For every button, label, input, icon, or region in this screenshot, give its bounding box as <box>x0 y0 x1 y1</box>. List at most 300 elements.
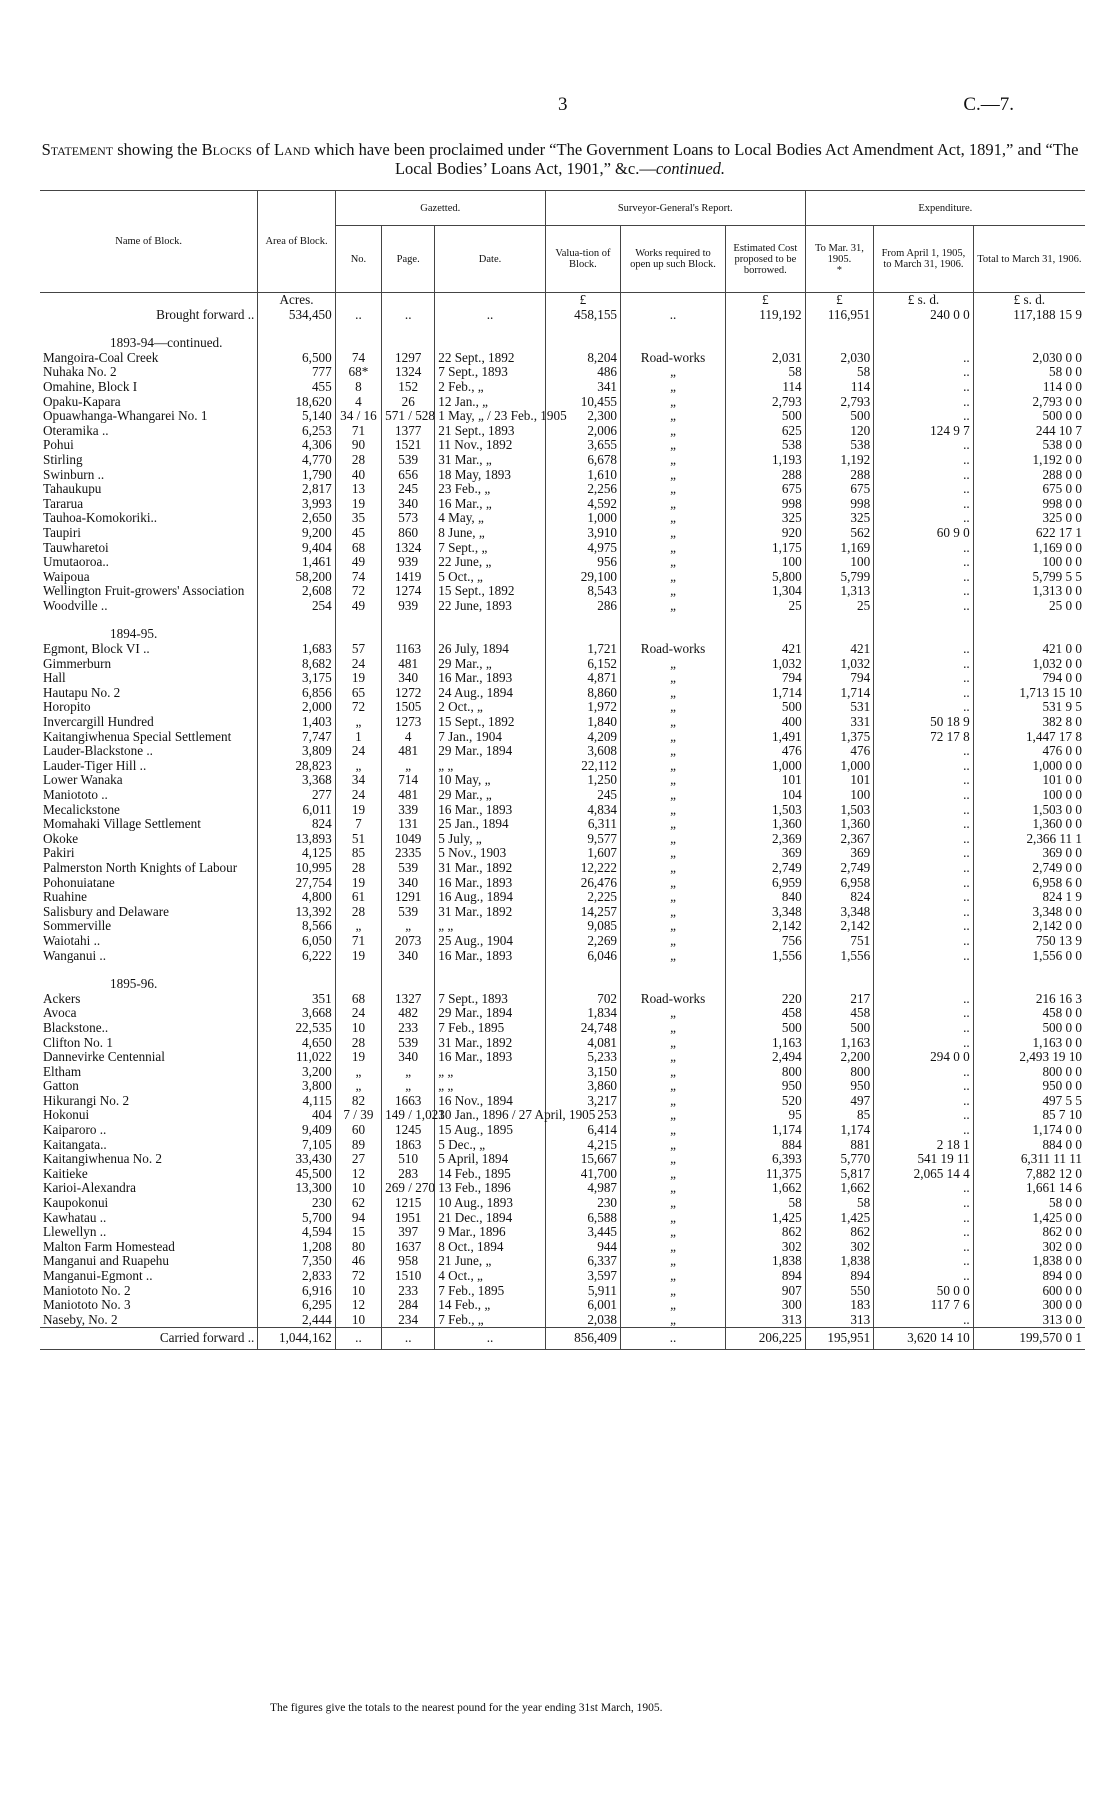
gazette-no: 34 / 16 <box>335 409 381 424</box>
total: 476 0 0 <box>973 744 1085 759</box>
estimated-cost: 458 <box>726 1006 806 1021</box>
estimated-cost: 101 <box>726 773 806 788</box>
title-text-1: showing the <box>113 140 202 159</box>
header-no: No. <box>335 226 381 293</box>
to-mar-1905: 950 <box>805 1079 874 1094</box>
to-mar-1905: 302 <box>805 1240 874 1255</box>
gazette-date: 8 Oct., 1894 <box>435 1240 546 1255</box>
from-april-1905: .. <box>874 934 974 949</box>
block-name: Hikurangi No. 2 <box>43 1092 130 1108</box>
valuation: 253 <box>545 1108 620 1123</box>
to-mar-1905: 100 <box>805 788 874 803</box>
table-row <box>40 497 1085 512</box>
gazette-date: 5 July, „ <box>435 832 546 847</box>
from-april-1905: .. <box>874 671 974 686</box>
block-name: Oteramika .. <box>43 422 109 438</box>
gazette-page: 510 <box>382 1152 435 1167</box>
table-row <box>40 541 1085 556</box>
area: 824 <box>258 817 335 832</box>
gazette-no: 7 / 39 <box>335 1108 381 1123</box>
works: „ <box>621 1152 726 1167</box>
to-mar-1905: 500 <box>805 1021 874 1036</box>
estimated-cost: 1,360 <box>726 817 806 832</box>
from-april-1905: .. <box>874 1094 974 1109</box>
table-row <box>40 919 1085 934</box>
block-name: Wellington Fruit-growers' Association <box>43 583 245 599</box>
from-april-1905: .. <box>874 992 974 1007</box>
works: „ <box>621 1269 726 1284</box>
area: 3,368 <box>258 773 335 788</box>
area: 13,392 <box>258 905 335 920</box>
block-name: Taupiri <box>43 524 81 540</box>
gazette-page: 539 <box>382 905 435 920</box>
valuation: 3,445 <box>545 1225 620 1240</box>
gazette-date: 7 Sept., 1893 <box>435 992 546 1007</box>
valuation: 3,597 <box>545 1269 620 1284</box>
valuation: 3,655 <box>545 438 620 453</box>
total: 600 0 0 <box>973 1284 1085 1299</box>
from-april-1905: .. <box>874 832 974 847</box>
from-april-1905: .. <box>874 1254 974 1269</box>
valuation: 8,204 <box>545 351 620 366</box>
table-row <box>40 876 1085 891</box>
gazette-no: 28 <box>335 905 381 920</box>
block-name: Horopito <box>43 699 91 715</box>
total: 1,360 0 0 <box>973 817 1085 832</box>
gazette-page: 1377 <box>382 424 435 439</box>
works: „ <box>621 715 726 730</box>
gazette-date: 18 May, 1893 <box>435 468 546 483</box>
from-april-1905: 2 18 1 <box>874 1138 974 1153</box>
estimated-cost: 2,749 <box>726 861 806 876</box>
valuation: 29,100 <box>545 570 620 585</box>
table-row <box>40 759 1085 774</box>
estimated-cost: 220 <box>726 992 806 1007</box>
estimated-cost: 1,838 <box>726 1254 806 1269</box>
area: 4,594 <box>258 1225 335 1240</box>
gazette-page: 482 <box>382 1006 435 1021</box>
gazette-date: 7 Feb., 1895 <box>435 1021 546 1036</box>
valuation: 230 <box>545 1196 620 1211</box>
gazette-page: 339 <box>382 803 435 818</box>
works: „ <box>621 1313 726 1328</box>
valuation: 2,256 <box>545 482 620 497</box>
from-april-1905: 541 19 11 <box>874 1152 974 1167</box>
gazette-date: 24 Aug., 1894 <box>435 686 546 701</box>
table-row <box>40 1167 1085 1182</box>
gazette-page: 539 <box>382 1036 435 1051</box>
block-name: Ruahine <box>43 889 87 905</box>
table-row <box>40 1181 1085 1196</box>
area: 455 <box>258 380 335 395</box>
total: 1,313 0 0 <box>973 584 1085 599</box>
area: 2,833 <box>258 1269 335 1284</box>
area: 7,350 <box>258 1254 335 1269</box>
table-row <box>40 511 1085 526</box>
block-name: Mecalickstone <box>43 801 120 817</box>
gazette-page: 1863 <box>382 1138 435 1153</box>
estimated-cost: 625 <box>726 424 806 439</box>
works: „ <box>621 1108 726 1123</box>
table-row <box>40 570 1085 585</box>
to-mar-1905: 3,348 <box>805 905 874 920</box>
valuation: 10,455 <box>545 395 620 410</box>
total: 794 0 0 <box>973 671 1085 686</box>
estimated-cost: 476 <box>726 744 806 759</box>
gazette-page: „ <box>382 1065 435 1080</box>
block-name: Maniototo .. <box>43 787 108 802</box>
gazette-date: 5 Nov., 1903 <box>435 846 546 861</box>
to-mar-1905: 1,313 <box>805 584 874 599</box>
gazette-no: 19 <box>335 876 381 891</box>
to-mar-1905: 100 <box>805 555 874 570</box>
works: „ <box>621 876 726 891</box>
gazette-no: 85 <box>335 846 381 861</box>
to-mar-1905: 331 <box>805 715 874 730</box>
valuation: 6,311 <box>545 817 620 832</box>
gazette-date: 15 Sept., 1892 <box>435 715 546 730</box>
gazette-page: 340 <box>382 1050 435 1065</box>
total: 1,838 0 0 <box>973 1254 1085 1269</box>
block-name: Clifton No. 1 <box>43 1034 113 1050</box>
valuation: 245 <box>545 788 620 803</box>
valuation: 341 <box>545 380 620 395</box>
valuation: 1,250 <box>545 773 620 788</box>
total: 6,311 11 11 <box>973 1152 1085 1167</box>
gazette-date: 13 Feb., 1896 <box>435 1181 546 1196</box>
gazette-date: 31 Mar., 1892 <box>435 861 546 876</box>
estimated-cost: 3,348 <box>726 905 806 920</box>
brought-forward-label: Brought forward .. <box>156 306 255 322</box>
carried-forward-to-mar: 195,951 <box>805 1328 874 1350</box>
works: „ <box>621 482 726 497</box>
area: 28,823 <box>258 759 335 774</box>
to-mar-1905: 1,032 <box>805 657 874 672</box>
works: „ <box>621 1196 726 1211</box>
valuation: 1,834 <box>545 1006 620 1021</box>
from-april-1905: .. <box>874 788 974 803</box>
works: „ <box>621 686 726 701</box>
block-name: Gimmerburn <box>43 655 112 671</box>
estimated-cost: 998 <box>726 497 806 512</box>
from-april-1905: .. <box>874 817 974 832</box>
from-april-1905: .. <box>874 365 974 380</box>
valuation: 956 <box>545 555 620 570</box>
to-mar-1905: 1,000 <box>805 759 874 774</box>
title-blocks: Blocks <box>201 140 252 159</box>
section-heading: 1894-95. <box>110 626 158 642</box>
estimated-cost: 2,369 <box>726 832 806 847</box>
gazette-date: 15 Aug., 1895 <box>435 1123 546 1138</box>
block-name: Blackstone.. <box>43 1019 109 1035</box>
valuation: 2,269 <box>545 934 620 949</box>
works: „ <box>621 846 726 861</box>
area: 6,050 <box>258 934 335 949</box>
block-name: Maniototo No. 2 <box>43 1282 131 1298</box>
area: 3,809 <box>258 744 335 759</box>
table-row <box>40 992 1085 1007</box>
area: 230 <box>258 1196 335 1211</box>
gazette-page: 1324 <box>382 365 435 380</box>
brought-forward-row <box>40 308 1085 323</box>
valuation: 6,152 <box>545 657 620 672</box>
gazette-date: 16 Mar., 1893 <box>435 803 546 818</box>
estimated-cost: 950 <box>726 1079 806 1094</box>
works: Road-works <box>621 351 726 366</box>
gazette-no: 19 <box>335 803 381 818</box>
block-name: Pohonuiatane <box>43 874 115 890</box>
to-mar-1905: 421 <box>805 642 874 657</box>
block-name: Kaitangiwhenua Special Settlement <box>43 728 232 744</box>
header-estimated-cost: Estimated Cost proposed to be borrowed. <box>726 226 806 293</box>
gazette-page: „ <box>382 919 435 934</box>
gazette-no: 65 <box>335 686 381 701</box>
gazette-page: 1324 <box>382 541 435 556</box>
total: 894 0 0 <box>973 1269 1085 1284</box>
header-page: Page. <box>382 226 435 293</box>
valuation: 6,337 <box>545 1254 620 1269</box>
area: 4,115 <box>258 1094 335 1109</box>
gazette-date: 7 Sept., 1893 <box>435 365 546 380</box>
works: „ <box>621 1050 726 1065</box>
from-april-1905: .. <box>874 1313 974 1328</box>
brought-forward-works: .. <box>621 308 726 323</box>
to-mar-1905: 25 <box>805 599 874 614</box>
block-name: Kaitieke <box>43 1165 88 1181</box>
to-mar-1905: 1,556 <box>805 949 874 964</box>
gazette-date: 9 Mar., 1896 <box>435 1225 546 1240</box>
table-footer <box>40 1328 1085 1350</box>
from-april-1905: .. <box>874 1021 974 1036</box>
from-april-1905: .. <box>874 351 974 366</box>
gazette-page: 1510 <box>382 1269 435 1284</box>
total: 25 0 0 <box>973 599 1085 614</box>
table-row <box>40 1036 1085 1051</box>
gazette-no: 72 <box>335 584 381 599</box>
total: 5,799 5 5 <box>973 570 1085 585</box>
gazette-date: 16 Mar., 1893 <box>435 671 546 686</box>
table-row <box>40 1021 1085 1036</box>
table-row <box>40 365 1085 380</box>
from-april-1905: .. <box>874 919 974 934</box>
works: „ <box>621 773 726 788</box>
total: 300 0 0 <box>973 1298 1085 1313</box>
gazette-date: 1 May, „ / 23 Feb., 1905 <box>435 409 546 424</box>
total: 1,174 0 0 <box>973 1123 1085 1138</box>
gazette-date: „ „ <box>435 1079 546 1094</box>
valuation: 5,233 <box>545 1050 620 1065</box>
area: 277 <box>258 788 335 803</box>
table-row <box>40 832 1085 847</box>
valuation: 12,222 <box>545 861 620 876</box>
from-april-1905: .. <box>874 773 974 788</box>
estimated-cost: 907 <box>726 1284 806 1299</box>
valuation: 6,588 <box>545 1211 620 1226</box>
works: „ <box>621 1079 726 1094</box>
works: „ <box>621 657 726 672</box>
table-row <box>40 1138 1085 1153</box>
to-mar-1905: 476 <box>805 744 874 759</box>
gazette-no: 34 <box>335 773 381 788</box>
area: 22,535 <box>258 1021 335 1036</box>
brought-forward-to-mar: 116,951 <box>805 308 874 323</box>
from-april-1905: 2,065 14 4 <box>874 1167 974 1182</box>
document-reference: C.—7. <box>963 94 1014 115</box>
to-mar-1905: 497 <box>805 1094 874 1109</box>
area: 3,800 <box>258 1079 335 1094</box>
works: „ <box>621 700 726 715</box>
from-april-1905: 72 17 8 <box>874 730 974 745</box>
total: 950 0 0 <box>973 1079 1085 1094</box>
gazette-no: 45 <box>335 526 381 541</box>
table-row <box>40 730 1085 745</box>
estimated-cost: 920 <box>726 526 806 541</box>
unit-area: Acres. <box>258 293 335 308</box>
works: „ <box>621 861 726 876</box>
carried-forward-name: Carried forward <box>159 1330 245 1346</box>
gazette-no: 68 <box>335 992 381 1007</box>
estimated-cost: 862 <box>726 1225 806 1240</box>
area: 404 <box>258 1108 335 1123</box>
block-name: Invercargill Hundred <box>43 714 154 730</box>
gazette-no: 72 <box>335 700 381 715</box>
table-row <box>40 599 1085 614</box>
gazette-page: 1505 <box>382 700 435 715</box>
gazette-no: 68 <box>335 541 381 556</box>
gazette-no: 82 <box>335 1094 381 1109</box>
to-mar-1905: 675 <box>805 482 874 497</box>
gazette-date: 16 Mar., 1893 <box>435 876 546 891</box>
estimated-cost: 500 <box>726 1021 806 1036</box>
table-row <box>40 846 1085 861</box>
works: „ <box>621 1167 726 1182</box>
works: „ <box>621 409 726 424</box>
header-name: Name of Block. <box>40 191 258 293</box>
to-mar-1905: 862 <box>805 1225 874 1240</box>
gazette-no: 94 <box>335 1211 381 1226</box>
gazette-page: 340 <box>382 876 435 891</box>
total: 824 1 9 <box>973 890 1085 905</box>
total: 500 0 0 <box>973 409 1085 424</box>
total: 85 7 10 <box>973 1108 1085 1123</box>
valuation: 4,592 <box>545 497 620 512</box>
works: „ <box>621 1006 726 1021</box>
valuation: 3,150 <box>545 1065 620 1080</box>
gazette-no: 90 <box>335 438 381 453</box>
estimated-cost: 400 <box>726 715 806 730</box>
table-row <box>40 700 1085 715</box>
table-row <box>40 1298 1085 1313</box>
estimated-cost: 538 <box>726 438 806 453</box>
gazette-date: 2 Oct., „ <box>435 700 546 715</box>
carried-forward-from-april: 3,620 14 10 <box>874 1328 974 1350</box>
block-name: Malton Farm Homestead <box>43 1238 175 1254</box>
block-name: Palmerston North Knights of Labour <box>43 859 238 875</box>
table-row <box>40 671 1085 686</box>
total: 2,366 11 1 <box>973 832 1085 847</box>
estimated-cost: 1,491 <box>726 730 806 745</box>
gazette-page: 4 <box>382 730 435 745</box>
works: „ <box>621 424 726 439</box>
from-april-1905: .. <box>874 1269 974 1284</box>
gazette-date: 29 Mar., „ <box>435 788 546 803</box>
gazette-no: 46 <box>335 1254 381 1269</box>
works: „ <box>621 817 726 832</box>
from-april-1905: .. <box>874 1211 974 1226</box>
total: 862 0 0 <box>973 1225 1085 1240</box>
header-to-mar-footnote-mark: * <box>836 264 843 276</box>
estimated-cost: 421 <box>726 642 806 657</box>
block-name: Maniototo No. 3 <box>43 1297 131 1313</box>
works: „ <box>621 671 726 686</box>
gazette-page: 1951 <box>382 1211 435 1226</box>
valuation: 6,001 <box>545 1298 620 1313</box>
area: 4,306 <box>258 438 335 453</box>
area: 1,208 <box>258 1240 335 1255</box>
header-expenditure: Expenditure. <box>805 191 1085 226</box>
from-april-1905: .. <box>874 570 974 585</box>
to-mar-1905: 1,375 <box>805 730 874 745</box>
gazette-no: 49 <box>335 555 381 570</box>
works: „ <box>621 949 726 964</box>
table-row <box>40 555 1085 570</box>
works: „ <box>621 744 726 759</box>
table-row <box>40 468 1085 483</box>
estimated-cost: 1,304 <box>726 584 806 599</box>
works: „ <box>621 380 726 395</box>
block-name: Wanganui .. <box>43 947 107 963</box>
section-heading-row <box>40 963 1085 992</box>
estimated-cost: 369 <box>726 846 806 861</box>
blocks-table <box>40 190 1085 1350</box>
block-name: Hautapu No. 2 <box>43 684 121 700</box>
estimated-cost: 6,959 <box>726 876 806 891</box>
gazette-no: 12 <box>335 1298 381 1313</box>
area: 9,409 <box>258 1123 335 1138</box>
estimated-cost: 1,032 <box>726 657 806 672</box>
table-row <box>40 409 1085 424</box>
area: 3,175 <box>258 671 335 686</box>
gazette-no: 24 <box>335 744 381 759</box>
to-mar-1905: 824 <box>805 890 874 905</box>
from-april-1905: .. <box>874 949 974 964</box>
gazette-date: 29 Mar., 1894 <box>435 744 546 759</box>
from-april-1905: 50 18 9 <box>874 715 974 730</box>
table-row <box>40 890 1085 905</box>
gazette-page: 233 <box>382 1021 435 1036</box>
works: „ <box>621 890 726 905</box>
table-row <box>40 1313 1085 1328</box>
valuation: 22,112 <box>545 759 620 774</box>
total: 288 0 0 <box>973 468 1085 483</box>
from-april-1905: .. <box>874 657 974 672</box>
gazette-date: 7 Jan., 1904 <box>435 730 546 745</box>
table-row <box>40 1065 1085 1080</box>
works: „ <box>621 1240 726 1255</box>
footnote: The figures give the totals to the nearest pound for the year ending 31st March, 1905. <box>270 1702 663 1714</box>
estimated-cost: 794 <box>726 671 806 686</box>
estimated-cost: 325 <box>726 511 806 526</box>
estimated-cost: 6,393 <box>726 1152 806 1167</box>
area: 8,566 <box>258 919 335 934</box>
block-name: Pohui <box>43 437 74 453</box>
gazette-no: 24 <box>335 788 381 803</box>
gazette-date: 23 Feb., „ <box>435 482 546 497</box>
total: 101 0 0 <box>973 773 1085 788</box>
from-april-1905: .. <box>874 1225 974 1240</box>
total: 6,958 6 0 <box>973 876 1085 891</box>
to-mar-1905: 2,367 <box>805 832 874 847</box>
